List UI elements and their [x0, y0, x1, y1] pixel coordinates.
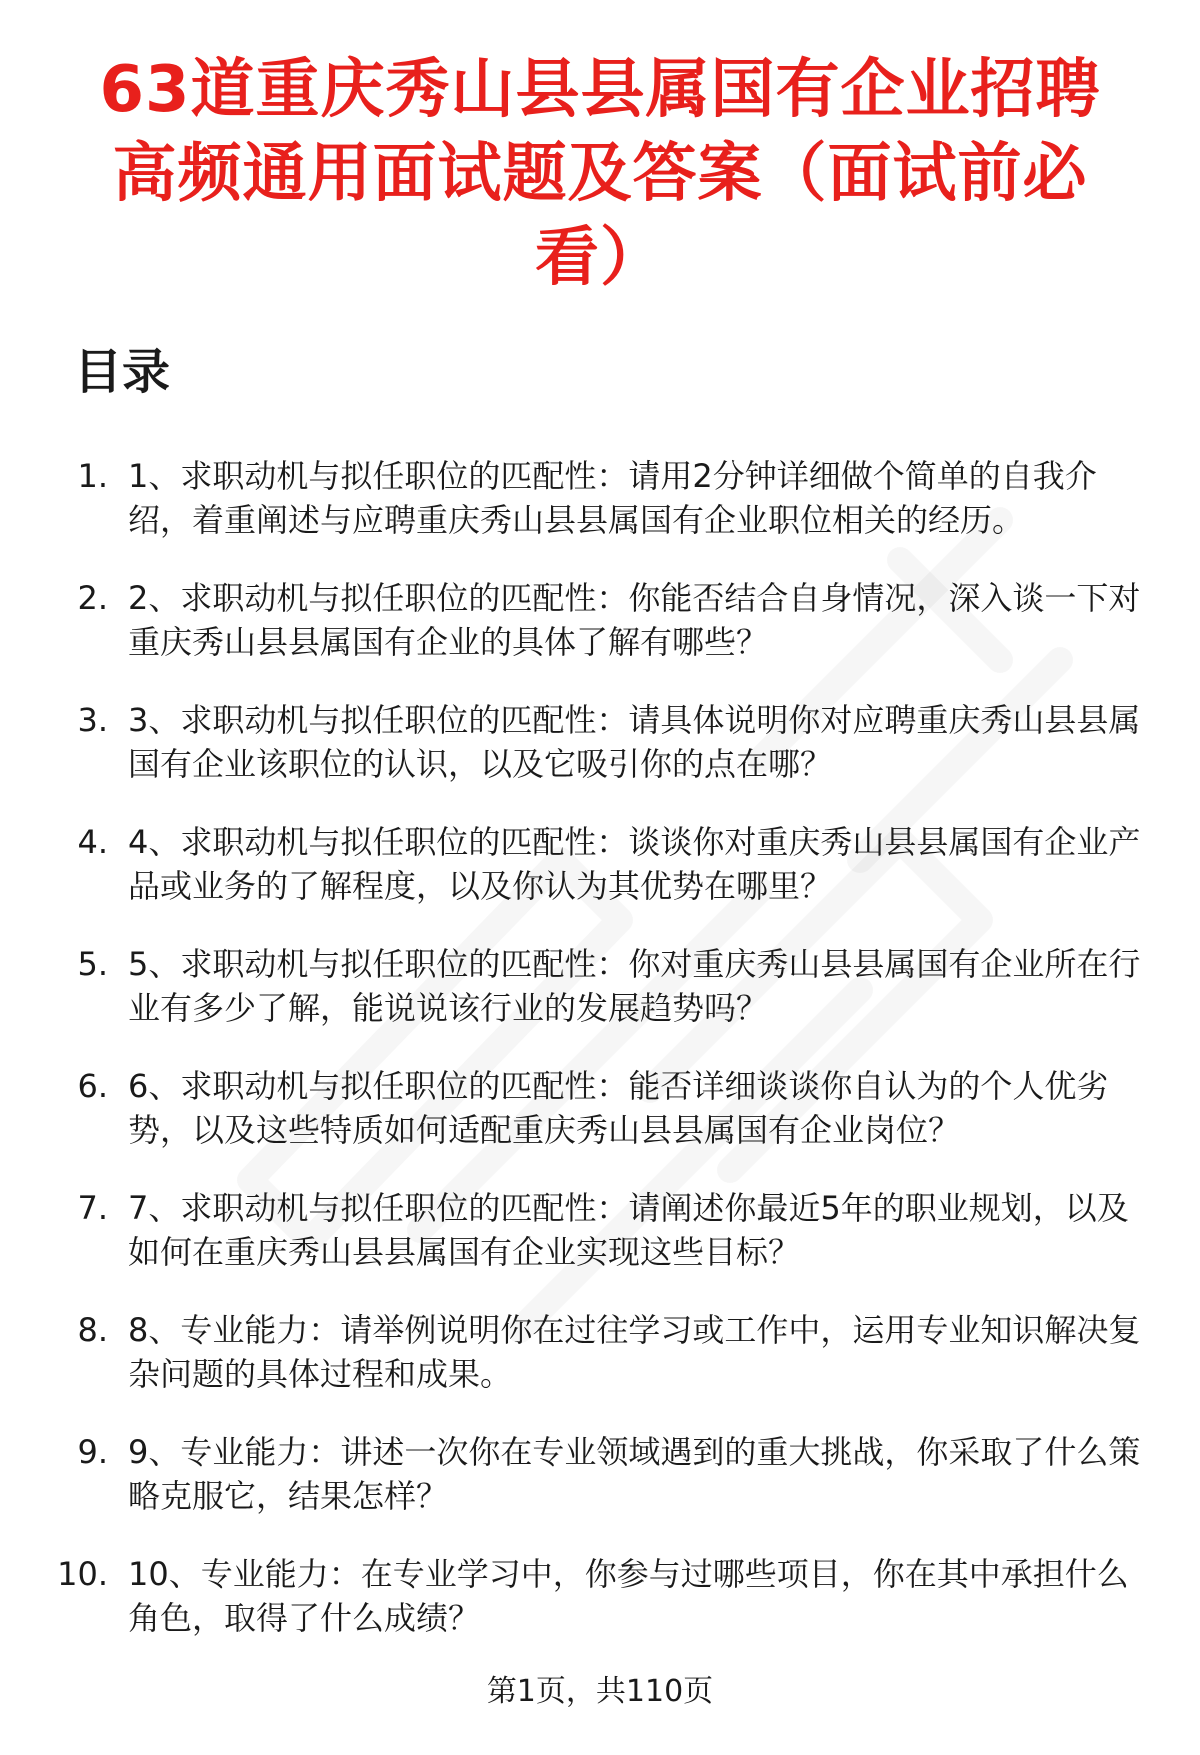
toc-item-text[interactable]: 8、专业能力：请举例说明你在过往学习或工作中，运用专业知识解决复杂问题的具体过程和成果。	[128, 1311, 1141, 1393]
toc-item-text[interactable]: 9、专业能力：讲述一次你在专业领域遇到的重大挑战，你采取了什么策略克服它，结果怎样？	[128, 1433, 1141, 1515]
toc-item[interactable]	[0, 576, 1200, 664]
toc-item-text[interactable]: 6、求职动机与拟任职位的匹配性：能否详细谈谈你自认为的个人优劣势，以及这些特质如何适配重庆秀山县县属国有企业岗位？	[128, 1067, 1109, 1149]
toc-item[interactable]	[0, 1430, 1200, 1518]
toc-item-text[interactable]: 7、求职动机与拟任职位的匹配性：请阐述你最近5年的职业规划，以及如何在重庆秀山县县属国有企业实现这些目标？	[128, 1189, 1129, 1271]
toc-item[interactable]	[0, 942, 1200, 1030]
toc-list	[0, 454, 1200, 1674]
toc-item-number: 1.	[77, 457, 108, 495]
toc-item[interactable]	[0, 1186, 1200, 1274]
toc-item-text[interactable]: 2、求职动机与拟任职位的匹配性：你能否结合自身情况，深入谈一下对重庆秀山县县属国有企业的具体了解有哪些？	[128, 579, 1141, 661]
toc-item[interactable]	[0, 1552, 1200, 1640]
toc-item-number: 10.	[57, 1555, 108, 1593]
toc-item[interactable]	[0, 820, 1200, 908]
document-title: 63道重庆秀山县县属国有企业招聘高频通用面试题及答案（面试前必看）	[99, 53, 1101, 295]
toc-item-text[interactable]: 10、专业能力：在专业学习中，你参与过哪些项目，你在其中承担什么角色，取得了什么成绩？	[128, 1555, 1129, 1637]
toc-item-number: 7.	[77, 1189, 108, 1227]
toc-item-number: 3.	[77, 701, 108, 739]
toc-item-number: 6.	[77, 1067, 108, 1105]
toc-item-text[interactable]: 3、求职动机与拟任职位的匹配性：请具体说明你对应聘重庆秀山县县属国有企业该职位的认识，以及它吸引你的点在哪？	[128, 701, 1141, 783]
toc-item[interactable]	[0, 1064, 1200, 1152]
toc-item-text[interactable]: 5、求职动机与拟任职位的匹配性：你对重庆秀山县县属国有企业所在行业有多少了解，能说说该行业的发展趋势吗？	[128, 945, 1141, 1027]
toc-item-number: 8.	[77, 1311, 108, 1349]
toc-item-number: 2.	[77, 579, 108, 617]
toc-item-text[interactable]: 4、求职动机与拟任职位的匹配性：谈谈你对重庆秀山县县属国有企业产品或业务的了解程度，以及你认为其优势在哪里？	[128, 823, 1141, 905]
toc-item-number: 9.	[77, 1433, 108, 1471]
toc-heading: 目录	[74, 344, 171, 400]
page-footer: 第1页，共110页	[486, 1674, 714, 1709]
toc-item[interactable]	[0, 698, 1200, 786]
toc-item[interactable]	[0, 1308, 1200, 1396]
toc-item-number: 5.	[77, 945, 108, 983]
toc-item[interactable]	[0, 454, 1200, 542]
toc-item-text[interactable]: 1、求职动机与拟任职位的匹配性：请用2分钟详细做个简单的自我介绍，着重阐述与应聘重庆秀山县县属国有企业职位相关的经历。	[128, 457, 1097, 539]
toc-item-number: 4.	[77, 823, 108, 861]
